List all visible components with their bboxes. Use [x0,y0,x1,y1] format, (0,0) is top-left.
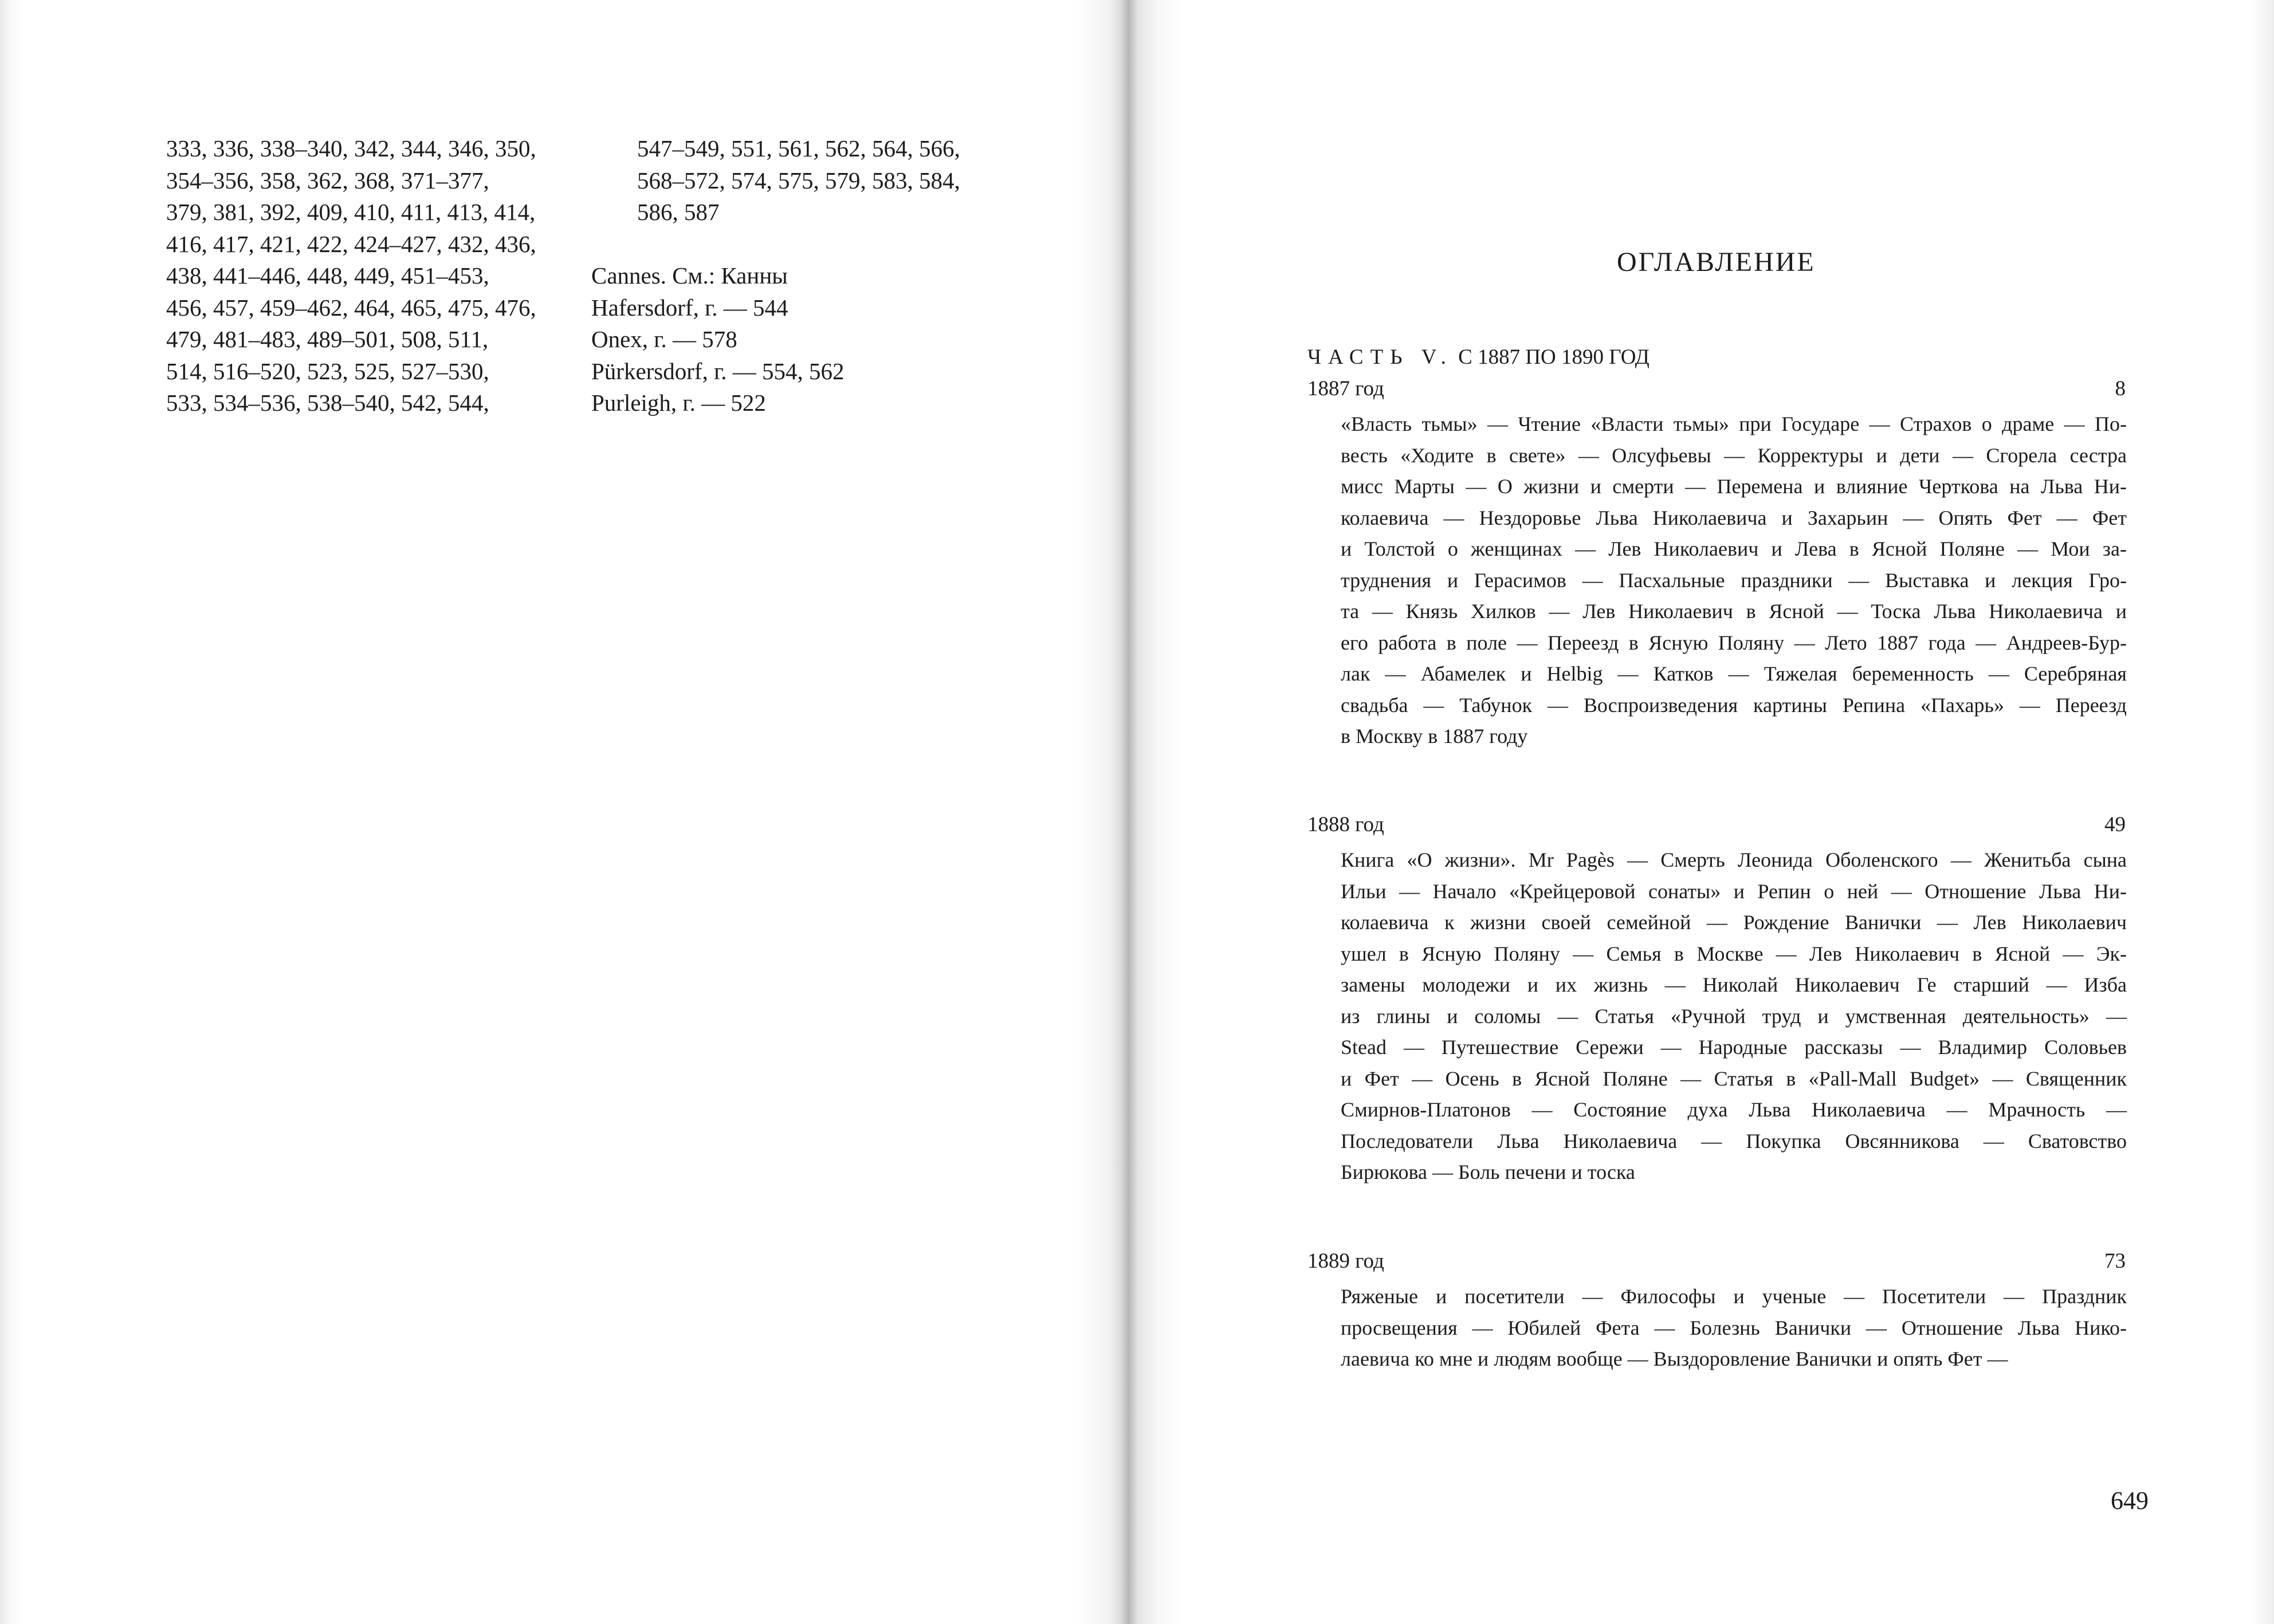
index-line: 333, 336, 338–340, 342, 344, 346, 350, [166,135,536,162]
summary-line: труднения и Герасимов — Пасхальные праздники — Выставка и лекция Гро- [1341,568,2127,592]
book-gutter [1120,0,1137,1624]
summary-line: Ряженые и посетители — Философы и ученые — Посетители — Праздник [1341,1285,2127,1308]
index-entry: Cannes. См.: Канны [591,262,788,289]
index-line: 479, 481–483, 489–501, 508, 511, [166,326,489,352]
section-summary-1889 [1341,1281,2127,1375]
section-year: 1887 год [1307,377,1384,400]
summary-line: и Толстой о женщинах — Лев Николаевич и Лева в Ясной Поляне — Мои за- [1341,537,2127,560]
summary-line: Ильи — Начало «Крейцеровой сонаты» и Репин о ней — Отношение Льва Ни- [1341,879,2127,903]
section-year: 1889 год [1307,1249,1384,1273]
summary-line: лак — Абамелек и Helbig — Катков — Тяжелая беременность — Серебряная [1341,662,2127,685]
toc-title: ОГЛАВЛЕНИЕ [1617,247,1816,277]
summary-line: Книга «О жизни». Mr Pagès — Смерть Леонида Оболенского — Женитьба сына [1341,848,2127,871]
index-entry: Pürkersdorf, г. — 554, 562 [591,357,845,384]
part-label: ЧАСТЬ V. [1307,345,1453,369]
summary-line: «Власть тьмы» — Чтение «Власти тьмы» при Государе — Страхов о драме — По- [1341,412,2127,435]
section-page-number: 49 [2104,813,2126,836]
toc-section-1888[interactable] [1307,812,2126,841]
summary-line: его работа в поле — Переезд в Ясную Поляну — Лето 1887 года — Андреев-Бур- [1341,631,2127,654]
summary-line: Смирнов-Платонов — Состояние духа Льва Николаевича — Мрачность — [1341,1098,2127,1121]
section-summary-1887 [1341,408,2127,752]
index-line: 379, 381, 392, 409, 410, 411, 413, 414, [166,199,536,225]
summary-line: ушел в Ясную Поляну — Семья в Москве — Лев Николаевич в Ясной — Эк- [1341,942,2127,965]
summary-line: в Москву в 1887 году [1341,725,1528,748]
index-line: 456, 457, 459–462, 464, 465, 475, 476, [166,294,536,321]
index-entry: Purleigh, г. — 522 [591,390,766,416]
index-line: 568–572, 574, 575, 579, 583, 584, [637,167,960,194]
index-line: 354–356, 358, 362, 368, 371–377, [166,167,489,194]
index-line: 514, 516–520, 523, 525, 527–530, [166,357,489,384]
summary-line: свадьба — Табунок — Воспроизведения картины Репина «Пахарь» — Переезд [1341,693,2127,717]
index-spacer [591,229,1032,261]
section-page-number: 8 [2115,377,2126,400]
summary-line: замены молодежи и их жизнь — Николай Николаевич Ге старший — Изба [1341,973,2127,996]
summary-line: Бирюкова — Боль печени и тоска [1341,1161,1635,1183]
summary-line: мисс Марты — О жизни и смерти — Перемена и влияние Черткова на Льва Ни- [1341,475,2127,498]
part-heading [1307,345,1649,369]
summary-line: колаевича к жизни своей семейной — Рождение Ванички — Лев Николаевич [1341,911,2127,934]
summary-line: та — Князь Хилков — Лев Николаевич в Ясной — Тоска Льва Николаевича и [1341,600,2127,623]
summary-line: Stead — Путешествие Сережи — Народные рассказы — Владимир Соловьев [1341,1036,2127,1059]
index-line: 533, 534–536, 538–540, 542, 544, [166,390,489,416]
summary-line: Последователи Льва Николаевича — Покупка Овсянникова — Сватовство [1341,1129,2127,1153]
summary-line: просвещения — Юбилей Фета — Болезнь Ванички — Отношение Льва Нико- [1341,1316,2127,1339]
summary-line: и Фет — Осень в Ясной Поляне — Статья в «Pall-Mall Budget» — Священник [1341,1067,2127,1090]
part-range: С 1887 ПО 1890 ГОД [1458,345,1649,369]
index-entry: Onex, г. — 578 [591,326,737,352]
left-page [0,0,1128,1624]
page-number: 649 [2111,1487,2149,1515]
summary-line: из глины и соломы — Статья «Ручной труд и умственная деятельность» — [1341,1004,2127,1028]
index-line: 416, 417, 421, 422, 424–427, 432, 436, [166,230,536,257]
summary-line: весть «Ходите в свете» — Олсуфьевы — Корректуры и дети — Сгорела сестра [1341,443,2127,467]
index-line: 586, 587 [637,199,720,225]
index-line: 438, 441–446, 448, 449, 451–453, [166,262,489,289]
toc-section-1889[interactable] [1307,1249,2126,1277]
summary-line: колаевича — Нездоровье Льва Николаевича и Захарьин — Опять Фет — Фет [1341,506,2127,529]
section-year: 1888 год [1307,813,1384,836]
index-column-1 [166,133,559,419]
index-line: 547–549, 551, 561, 562, 564, 566, [637,135,960,162]
index-column-2 [591,133,1032,419]
summary-line: лаевича ко мне и людям вообще — Выздоровление Ванички и опять Фет — [1341,1347,2008,1370]
section-summary-1888 [1341,844,2127,1188]
section-page-number: 73 [2104,1249,2126,1273]
toc-section-1887[interactable] [1307,376,2126,405]
index-entry: Hafersdorf, г. — 544 [591,294,788,321]
